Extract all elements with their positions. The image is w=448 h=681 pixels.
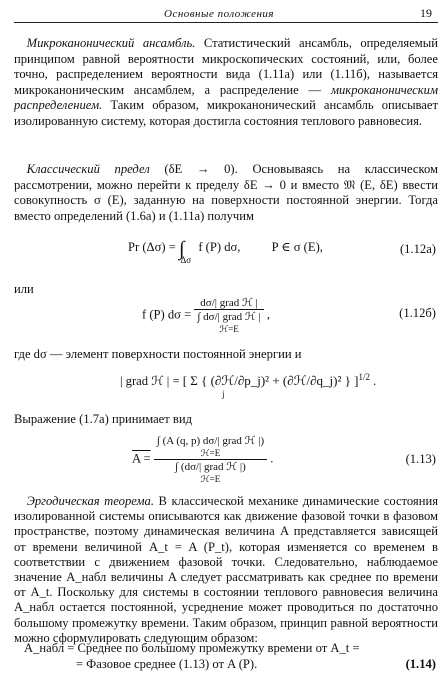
header-title: Основные положения bbox=[164, 8, 275, 20]
equation-body: f (P) dσ, bbox=[198, 240, 241, 254]
denominator-text: ∫ (dσ/| grad ℋ |) bbox=[175, 461, 246, 473]
equation-number: (1.14) bbox=[405, 657, 436, 671]
equation-1-12a bbox=[128, 238, 323, 265]
fraction bbox=[194, 296, 263, 335]
equation-1-14-line2: = Фазовое среднее (1.13) от A (P). bbox=[76, 657, 258, 671]
equation-number: (1.13) bbox=[405, 452, 436, 466]
paragraph-ergodic bbox=[14, 494, 438, 646]
word-or: или bbox=[14, 282, 34, 296]
paragraph-microcanonical bbox=[14, 36, 438, 130]
equation-number: (1.12а) bbox=[399, 242, 436, 256]
paragraph-expression: Выражение (1.7а) принимает вид bbox=[14, 412, 193, 426]
integral-sign: ∫ bbox=[179, 238, 185, 260]
equation-number: (1.12б) bbox=[399, 306, 436, 320]
paragraph-where: где dσ — элемент поверхности постоянной энергии и bbox=[14, 347, 302, 361]
page-number: 19 bbox=[420, 6, 432, 20]
denominator bbox=[194, 310, 263, 335]
numerator: dσ/| grad ℋ | bbox=[194, 296, 263, 310]
equation-1-14-line1: A_набл = Среднее по большому промежутку времени от A_t = bbox=[24, 641, 360, 655]
equation-tail: . bbox=[373, 374, 377, 389]
equation-lhs: f (P) dσ = bbox=[142, 307, 192, 322]
equation-tail: . bbox=[270, 451, 274, 466]
paragraph-text: Таким образом, микроканонический ансамбль описывает изолированную систему, которая достигла состояния теплового равновесия. bbox=[14, 98, 438, 128]
equation-grad bbox=[120, 372, 377, 399]
running-header bbox=[14, 6, 438, 23]
paragraph-lead: Эргодическая теорема. bbox=[26, 494, 154, 508]
equation-body: [ Σ { (∂ℋ/∂p_j)² + (∂ℋ/∂q_j)² } ] bbox=[182, 373, 359, 389]
sum-subscript: j bbox=[222, 389, 225, 399]
paragraph-lead: Классический предел bbox=[26, 162, 150, 176]
integral-subscript: Δσ bbox=[180, 255, 192, 265]
equation-1-13 bbox=[132, 434, 273, 485]
equation-lhs: A = bbox=[132, 451, 151, 466]
denominator bbox=[154, 460, 267, 485]
equation-condition: P ∈ σ (E), bbox=[271, 240, 323, 254]
paragraph-text: В классической механике динамические состояния изолированной системы описываются как движение фазовой точки в фазовом пространстве, поэтому динамическая величина A представляется зависящей от времени величиной A_t = A (P_t), которая изменяется со временем в соответствии с движением фазовой точки. Следовательно, наблюдаемое значение A_набл величины A следует рассматривать как среднее по времени от A_t. Поскольку для системы в состоянии теплового равновесия величина A_набл остается постоянной, усреднение может проводиться по достаточно большому промежутку времени. Таким образом, принцип равной вероятности можно сформулировать следующим образом: bbox=[14, 494, 438, 645]
numerator-subscript: ℋ=E bbox=[200, 448, 221, 458]
paragraph-classical-limit bbox=[14, 162, 438, 224]
paragraph-emphasis: микроканоническим распределением. bbox=[14, 82, 438, 113]
paragraph-lead: Микроканонический ансамбль. bbox=[26, 36, 196, 50]
equation-1-12b bbox=[142, 296, 270, 335]
equation-power: 1/2 bbox=[358, 372, 370, 382]
denominator-text: ∫ dσ/| grad ℋ | bbox=[197, 311, 261, 323]
equation-lhs: | grad ℋ | = bbox=[120, 374, 180, 389]
paragraph-text: (δE → 0). Основываясь на классическом рассмотрении, можно перейти к пределу δE → 0 и вместо 𝔐 (E, δE) ввести совокупность σ (E), заданную на поверхности постоянной энергии. Тогда вместо определений (1.6а) и (1.11а) получим bbox=[14, 162, 438, 223]
denominator-subscript: ℋ=E bbox=[200, 474, 221, 484]
equation-tail: , bbox=[266, 307, 271, 322]
paragraph-text: Статистический ансамбль, определяемый принципом равной вероятности микроскопических состояний, или, более точно, распределением вероятности вида (1.11а) или (1.11б), называется микроканоническим ансамблем, а распределение — bbox=[14, 36, 438, 97]
numerator bbox=[154, 434, 267, 460]
denominator-subscript: ℋ=E bbox=[219, 324, 239, 334]
equation-lhs: Pr (Δσ) = bbox=[128, 240, 176, 254]
numerator-text: ∫ (A (q, p) dσ/| grad ℋ |) bbox=[156, 435, 265, 447]
fraction bbox=[154, 434, 267, 485]
